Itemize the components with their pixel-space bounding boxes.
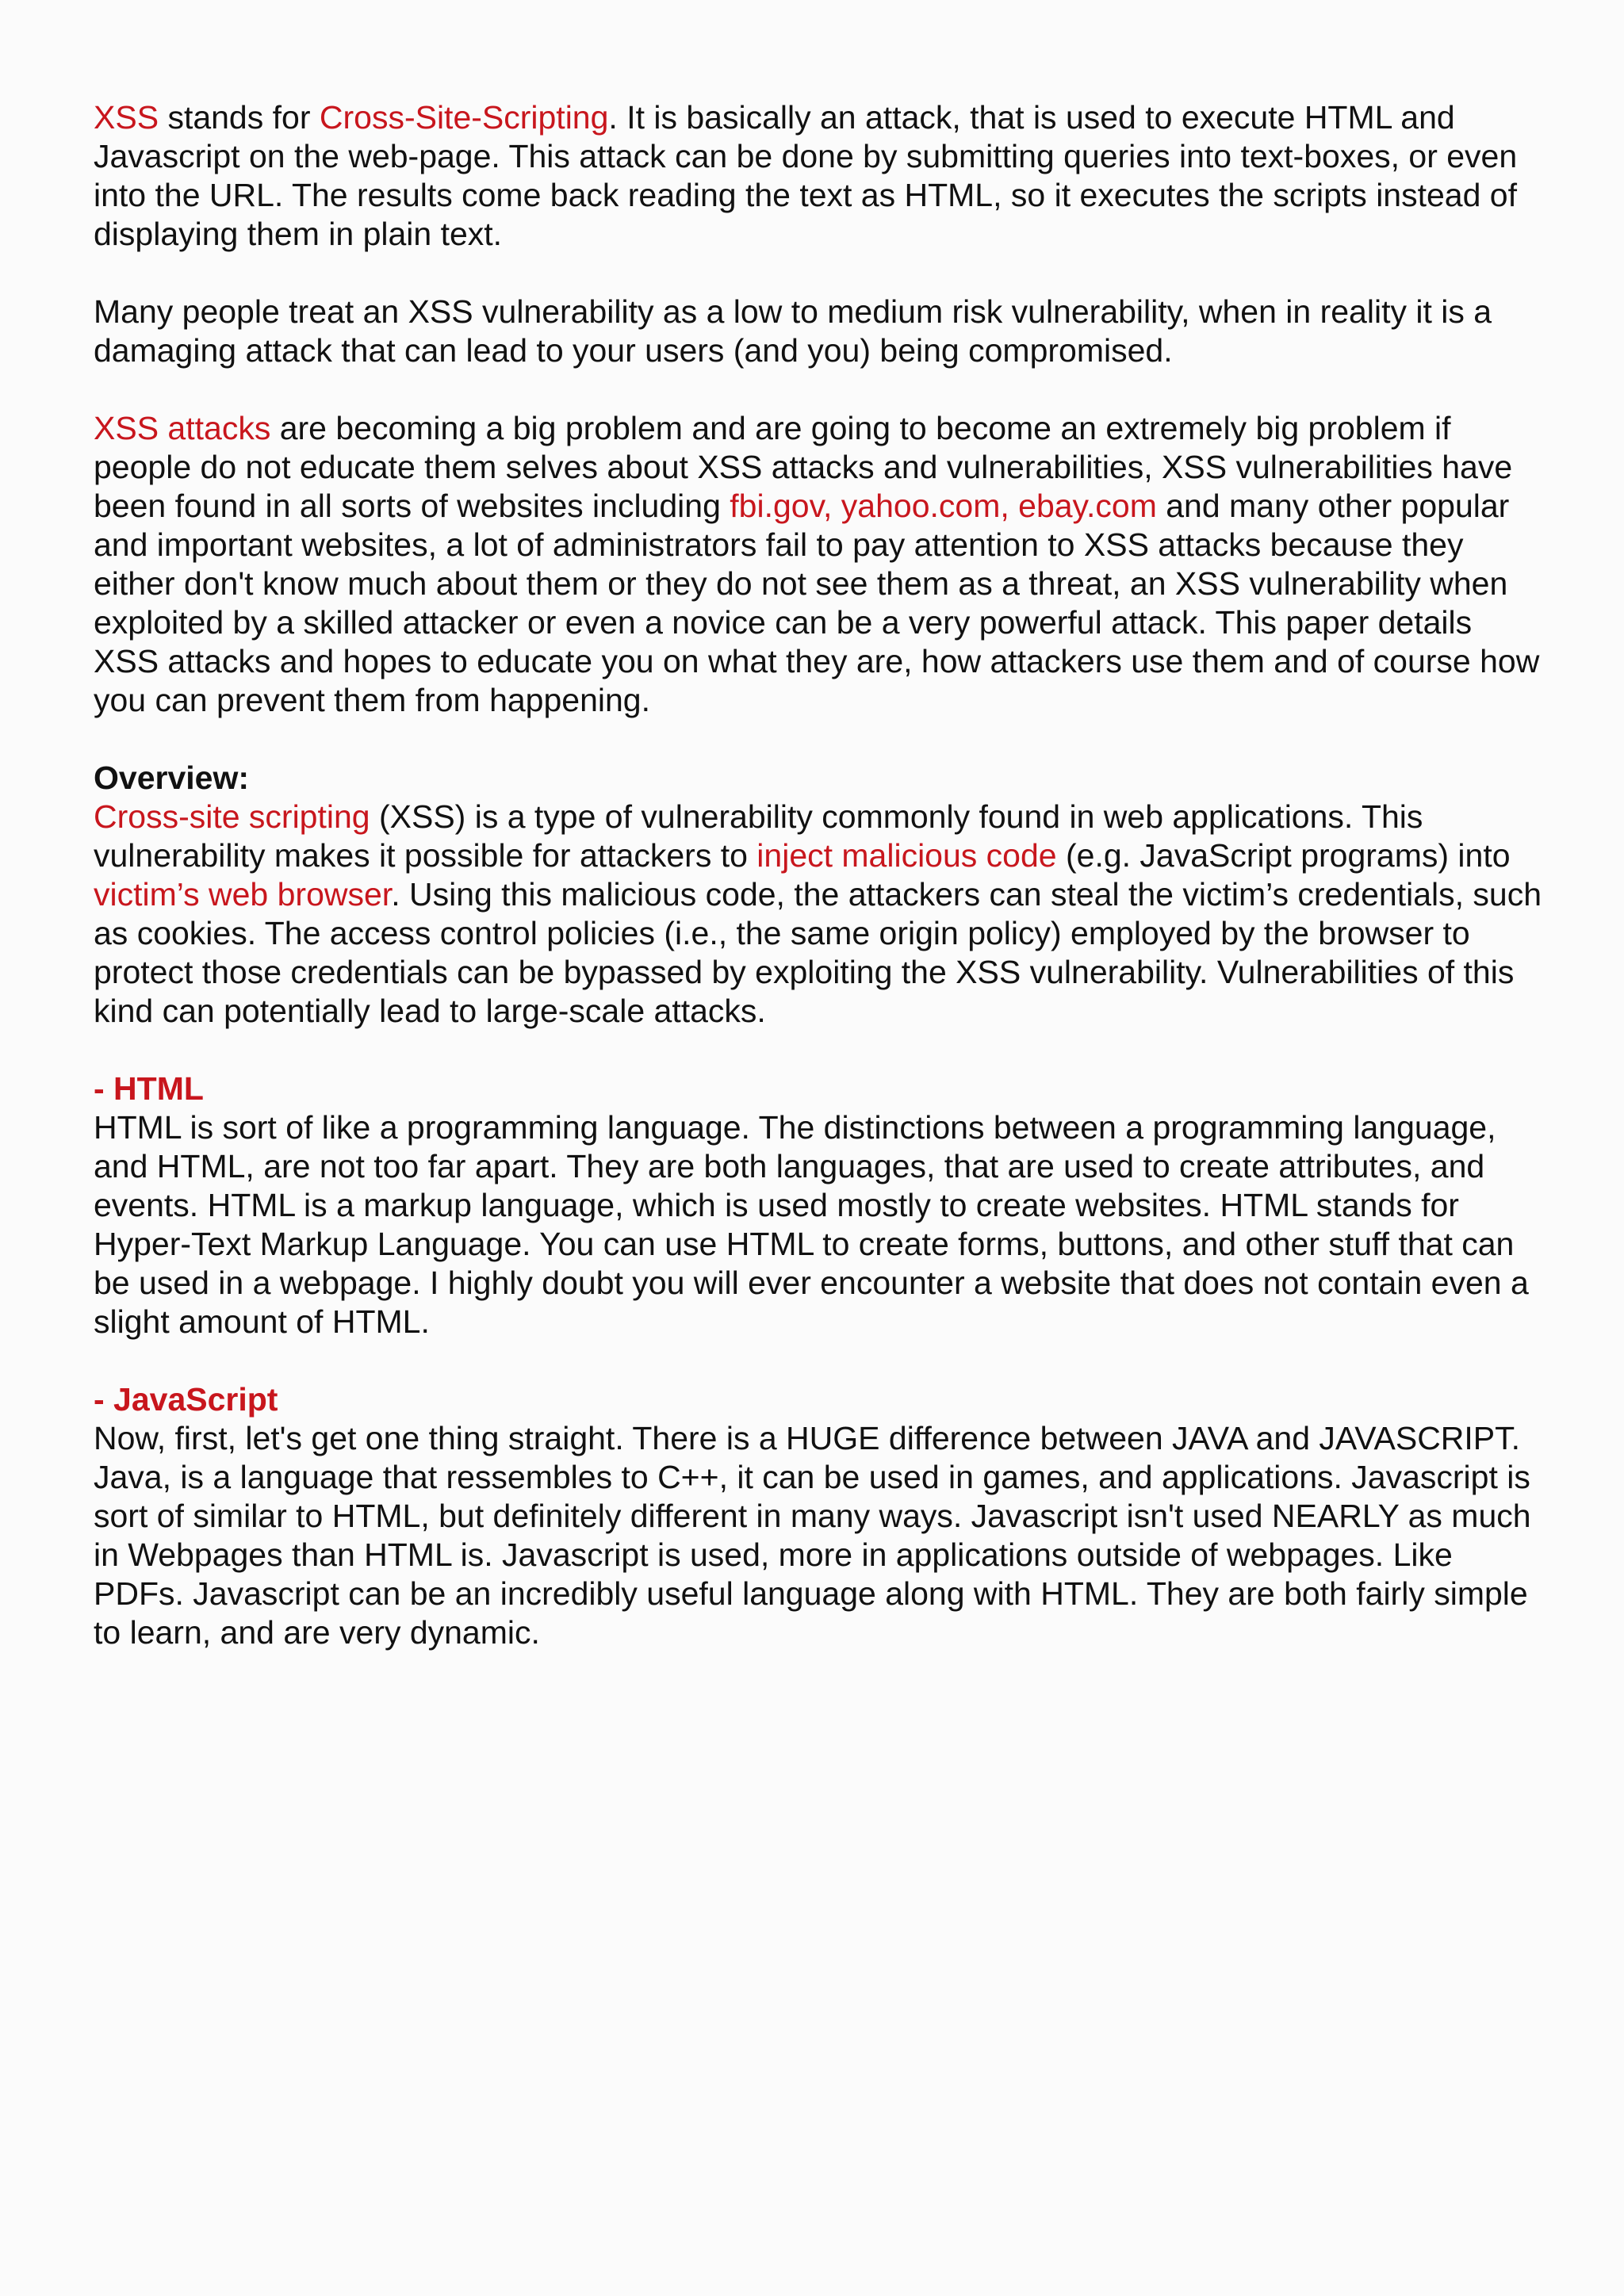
cross-site-scripting-link: Cross-site scripting — [94, 798, 370, 835]
javascript-section — [94, 1380, 1545, 1652]
xss-term: XSS — [94, 99, 159, 136]
intro-p1-text-a: stands for — [159, 99, 320, 136]
overview-text-b: (e.g. JavaScript programs) into — [1056, 837, 1511, 874]
cross-site-scripting-term: Cross-Site-Scripting — [319, 99, 609, 136]
intro-paragraph-1 — [94, 98, 1545, 254]
xss-attacks-term: XSS attacks — [94, 410, 271, 446]
inject-malicious-code-term: inject malicious code — [756, 837, 1057, 874]
intro-p3-text-a: are becoming a big problem and are going to become an extremely big problem if people do not educate them selves about XSS attacks and vulnerabilities, XSS vulnerabilities have been found in all sorts of websites including — [94, 410, 1513, 524]
html-section — [94, 1070, 1545, 1341]
overview-text-a: (XSS) is a type of vulnerability commonly found in web applications. This vulnerability makes it possible for attackers to — [94, 798, 1423, 874]
intro-p3-text-b: and many other popular and important websites, a lot of administrators fail to pay attention to XSS attacks because they either don't know much about them or they do not see them as a threat, an XSS vulnerability when exploited by a skilled attacker or even a novice can be a very powerful attack. This paper details XSS attacks and hopes to educate you on what they are, how attackers use them and of course how you can prevent them from happening. — [94, 488, 1540, 718]
intro-paragraph-3 — [94, 409, 1545, 720]
intro-paragraph-2: Many people treat an XSS vulnerability as a low to medium risk vulnerability, when in reality it is a damaging attack that can lead to your users (and you) being compromised. — [94, 293, 1492, 369]
intro-p1-text-b: . It is basically an attack, that is used to execute HTML and Javascript on the web-page. This attack can be done by submitting queries into text-boxes, or even into the URL. The results come back reading the text as HTML, so it executes the scripts instead of displaying them in plain text. — [94, 99, 1518, 252]
overview-heading: Overview: — [94, 760, 249, 796]
overview-section — [94, 759, 1545, 1031]
document-page — [94, 98, 1545, 1691]
example-sites: fbi.gov, yahoo.com, ebay.com — [730, 488, 1157, 524]
victim-web-browser-term: victim’s web browser — [94, 876, 392, 913]
javascript-body: Now, first, let's get one thing straight. There is a HUGE difference between JAVA and JAVASCRIPT. Java, is a language that ressembles to C++, it can be used in games, and applications. Javascript is sort of similar to HTML, but definitely different in many ways. Javascript isn't used NEARLY as much in Webpages than HTML is. Javascript is used, more in applications outside of webpages. Like PDFs. Javascript can be an incredibly useful language along with HTML. They are both fairly simple to learn, and are very dynamic. — [94, 1420, 1531, 1651]
javascript-heading: - JavaScript — [94, 1381, 278, 1418]
html-heading: - HTML — [94, 1070, 204, 1107]
html-body: HTML is sort of like a programming language. The distinctions between a programming language, and HTML, are not too far apart. They are both languages, that are used to create attributes, and events. HTML is a markup language, which is used mostly to create websites. HTML stands for Hyper-Text Markup Language. You can use HTML to create forms, buttons, and other stuff that can be used in a webpage. I highly doubt you will ever encounter a website that does not contain even a slight amount of HTML. — [94, 1109, 1529, 1340]
overview-body — [94, 798, 1545, 1031]
overview-text-c: . Using this malicious code, the attackers can steal the victim’s credentials, such as cookies. The access control policies (i.e., the same origin policy) employed by the browser to protect those credentials can be bypassed by exploiting the XSS vulnerability. Vulnerabilities of this kind can potentially lead to large-scale attacks. — [94, 876, 1542, 1029]
